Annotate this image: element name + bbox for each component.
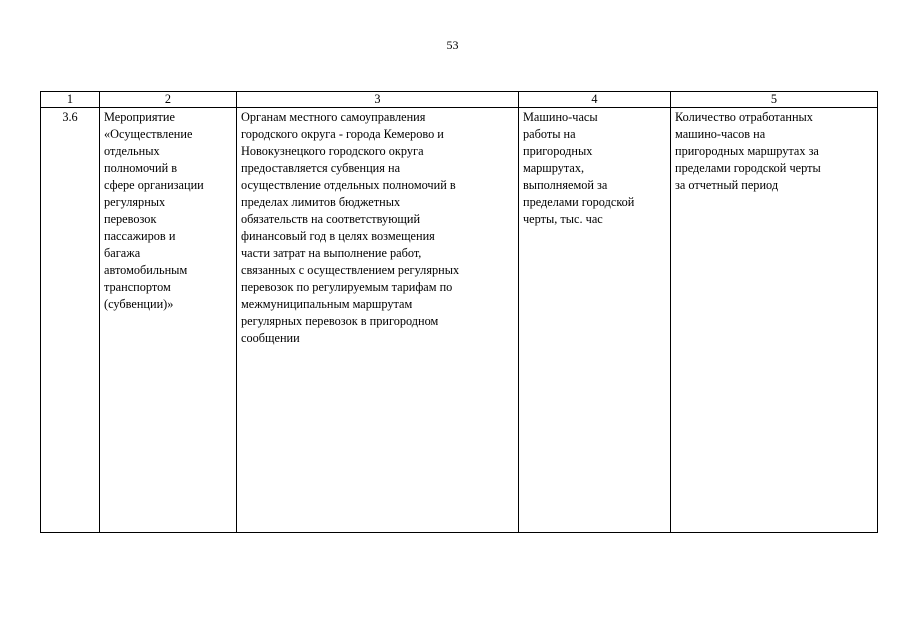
column-header-2: 2 <box>100 92 237 108</box>
event-description: Органам местного самоуправления городского округа - города Кемерово и Новокузнецкого городского округа предоставляется субвенция на осуществление отдельных полномочий в пределах лимитов бюджетных обязательств на соответствующий финансовый год в целях возмещения части затрат на выполнение работ, связанных с осуществлением регулярных перевозок по регулируемым тарифам по межмуниципальным маршрутам регулярных перевозок в пригородном сообщении <box>241 110 460 345</box>
column-header-3: 3 <box>237 92 519 108</box>
calculation-method: Количество отработанных машино-часов на пригородных маршрутах за пределами городской черты за отчетный период <box>675 110 821 192</box>
table-row <box>41 108 878 533</box>
row-number: 3.6 <box>62 110 78 124</box>
method-cell <box>671 108 878 533</box>
row-number-cell <box>41 108 100 533</box>
event-name: Мероприятие «Осуществление отдельных полномочий в сфере организации регулярных перевозок пассажиров и багажа автомобильным транспортом (субвенции)» <box>104 110 204 311</box>
column-header-4: 4 <box>519 92 671 108</box>
indicator-cell <box>519 108 671 533</box>
column-header-5: 5 <box>671 92 878 108</box>
page-number: 53 <box>446 38 459 52</box>
indicators-table <box>40 91 878 533</box>
indicator-name: Машино-часы работы на пригородных маршрутах, выполняемой за пределами городской черты, тыс. час <box>523 110 635 226</box>
column-header-1: 1 <box>41 92 100 108</box>
table-header-row <box>41 92 878 108</box>
description-cell <box>237 108 519 533</box>
event-cell <box>100 108 237 533</box>
